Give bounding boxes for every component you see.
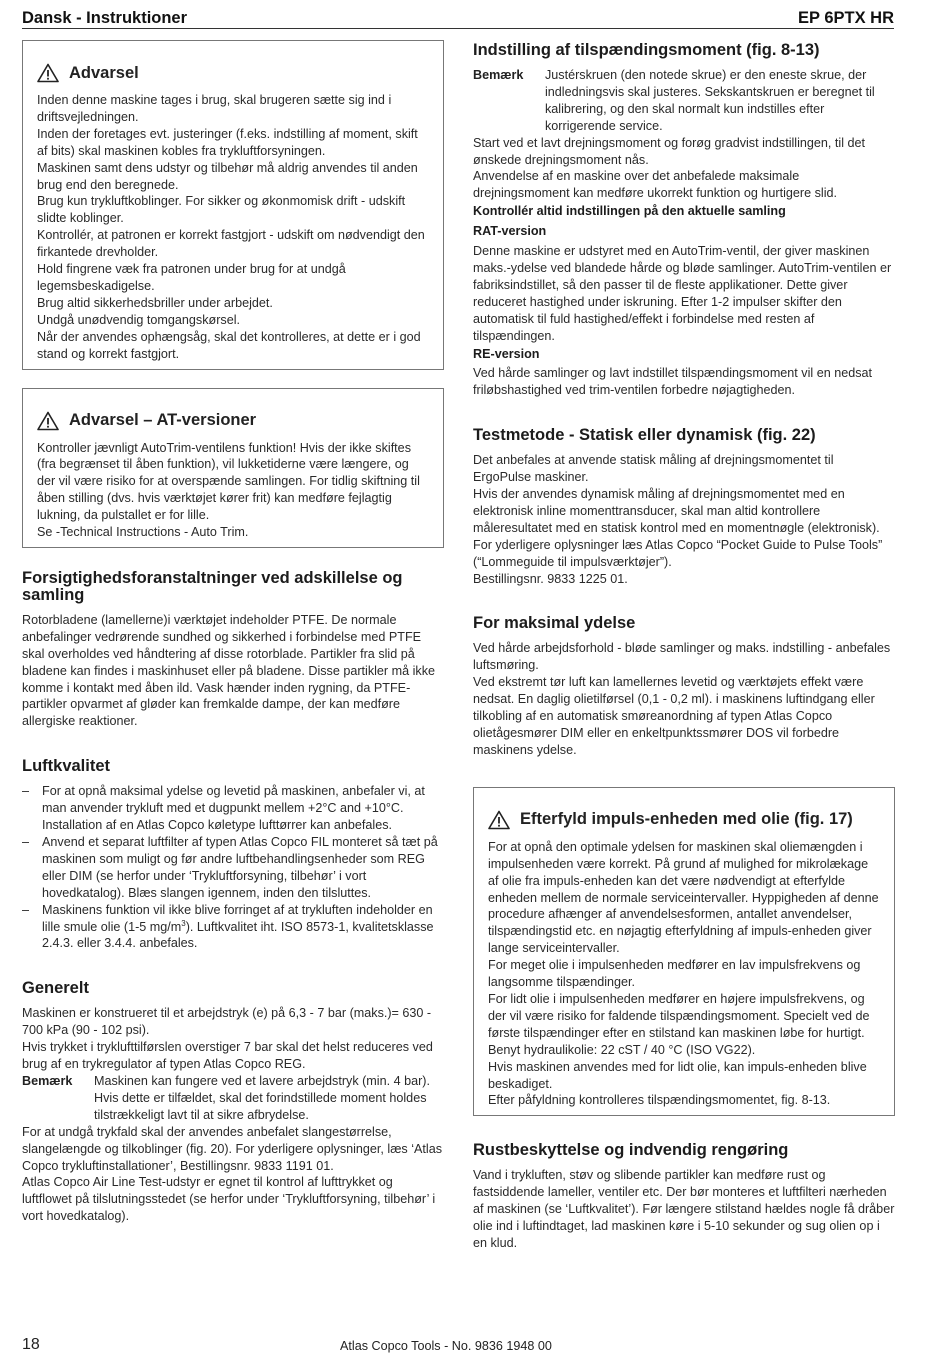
at-warning-title bbox=[37, 411, 429, 431]
warning-title-text: Advarsel bbox=[69, 63, 139, 82]
warning-line: Kontrollér, at patronen er korrekt fastgjort - udskift om nødvendigt den firkantede drevholder. bbox=[37, 228, 425, 260]
testmetode-heading: Testmetode - Statisk eller dynamisk (fig. 22) bbox=[473, 426, 816, 445]
indstilling-sub-rat: RAT-version bbox=[473, 224, 547, 239]
at-warning-title-text: Advarsel – AT-versioner bbox=[69, 411, 257, 429]
left-column bbox=[22, 40, 444, 1225]
ptfe-text: Rotorbladene (lamellerne)i værktøjet indeholder PTFE. De normale anbefalinger vedrørende sundhed og sikkerhed i forbindelse med PTFE skal overholdes ved håndtering af disse rotorblade. Partikler fra slid på bladene kan findes i maskinhuset eller på bladene. Disse partikler må ikke komme i kontakt med åben ild. Vask hænder inden rygning, da PTFE-partikler opvarmet af gløder kan fremkalde dampe, der kan medføre allergiske reaktioner. bbox=[22, 612, 436, 729]
generelt-p2: Hvis trykket i tryklufttilførslen overstiger 7 bar skal det helst reduceres ved brug af en trykregulator af typen Atlas Copco REG. bbox=[22, 1040, 433, 1072]
right-column bbox=[473, 40, 895, 1252]
header-language: Dansk - Instruktioner bbox=[22, 9, 188, 27]
list-dash: – bbox=[22, 902, 30, 917]
generelt-p1: Maskinen er konstrueret til et arbejdstryk (e) på 6,3 - 7 bar (maks.)= 630 - 700 kPa (90 - 102 psi). bbox=[22, 1006, 432, 1038]
warning-box-title bbox=[37, 63, 429, 83]
warning-line: Når der anvendes ophængsåg, skal det kontrolleres, at dette er i god stand og korrekt fastgjort. bbox=[37, 329, 421, 361]
testmetode-p4: Bestillingsnr. 9833 1225 01. bbox=[473, 571, 628, 586]
indstilling-note bbox=[473, 67, 895, 135]
olie-title-text: Efterfyld impuls-enheden med olie (fig. 17) bbox=[520, 810, 853, 829]
generelt-p4: Atlas Copco Air Line Test-udstyr er egnet til kontrol af lufttrykket og luftflowet på tilslutningsstedet (se herfor under ‘Trykluftforsyning, tilbehør’ i vort hovedkatalog). bbox=[22, 1175, 436, 1224]
warning-box bbox=[22, 40, 444, 370]
warning-triangle-icon bbox=[37, 411, 59, 431]
warning-triangle-icon bbox=[488, 810, 510, 830]
list-item bbox=[22, 902, 444, 953]
warning-line: Brug altid sikkerhedsbriller under arbejdet. bbox=[37, 295, 273, 310]
luftkvalitet-heading: Luftkvalitet bbox=[22, 757, 111, 776]
indstilling-p4: Ved hårde samlinger og lavt indstillet tilspændingsmoment vil en nedsat friløbshastighed ved trim-ventilen forbedre nøjagtigheden. bbox=[473, 366, 873, 398]
list-item bbox=[22, 783, 444, 834]
generelt-p3: For at undgå trykfald skal der anvendes anbefalet slangestørrelse, slangelængde og tilkoblinger (fig. 20). For yderligere oplysninger, læs ‘Atlas Copco trykluftinstallationer’, Bestillingsnr. 9833 1191 01. bbox=[22, 1124, 443, 1173]
warning-line: Inden denne maskine tages i brug, skal brugeren sætte sig ind i driftsvejledningen. bbox=[37, 93, 392, 124]
note-text: Maskinen kan fungere ved et lavere arbejdstryk (min. 4 bar). Hvis dette er tilfældet, skal det forindstillede moment holdes tilstrækkeligt lavt til at sikre afbrydelse. bbox=[94, 1073, 430, 1122]
oil-text-b: ). Luftkvalitet iht. ISO 8573-1, kvalitetsklasse 2.4.3. eller 3.4.4. anbefales. bbox=[42, 919, 434, 951]
list-dash: – bbox=[22, 835, 30, 849]
testmetode-p2: Hvis der anvendes dynamisk måling af drejningsmomentet med en elektronisk inline momenttransducer, skal man altid kontrollere måleresultatet med en statisk kontrol med en momentnøgle (elektronisk). bbox=[473, 487, 880, 535]
note-label: Bemærk bbox=[473, 68, 524, 82]
warning-line: Hold fingrene væk fra patronen under brug for at undgå legemsbeskadigelse. bbox=[37, 262, 346, 293]
rust-text: Vand i trykluften, støv og slibende partikler kan medføre rust og fastsiddende lameller, ventiler etc. Der bør monteres et luftfilteri nærheden af maskinen (se ‘Luftkvalitet’). Før længere stilstand hældes nogle få dråber olie ind i luftindtaget, lad maskinen køre i 5-10 sekunder og sug olien op i en klud. bbox=[473, 1168, 895, 1250]
list-dash: – bbox=[22, 784, 30, 799]
indstilling-p1: Start ved et lavt drejningsmoment og forøg gradvist indstillingen, til det ønskede drejningsmoment nås. bbox=[473, 135, 865, 167]
indstilling-p2: Anvendelse af en maskine over det anbefalede maksimale drejningsmoment kan medføre ukorrekt funktion og hurtigere slid. bbox=[473, 169, 837, 201]
generelt-heading: Generelt bbox=[22, 979, 89, 998]
olie-box-title bbox=[488, 810, 880, 830]
olie-line: For lidt olie i impulsenheden medfører en højere impulsfrekvens, og der vil være risiko for faldende tilspændingsmoment. Specielt ved de første tilspændinger efter en stilstand kan maskinen løbe for hurtigt. bbox=[488, 991, 870, 1040]
warning-line: Undgå unødvendig tomgangskørsel. bbox=[37, 312, 241, 327]
warning-triangle-icon bbox=[37, 63, 59, 83]
indstilling-sub-re: RE-version bbox=[473, 346, 540, 361]
page-number: 18 bbox=[22, 1336, 40, 1353]
olie-line: For meget olie i impulsenheden medfører en lav impulsfrekvens og langsomme tilspændinger. bbox=[488, 958, 861, 990]
olie-box bbox=[473, 787, 895, 1117]
list-item-text: Anvend et separat luftfilter af typen Atlas Copco FIL monteret så tæt på maskinen som muligt og før andre luftbehandlingsenheder som REG eller DIM (se herfor under ‘Trykluftforsyning, tilbehør’ i vort hovedkatalog). Blæs slangen igennem, inden den tilsluttes. bbox=[42, 835, 438, 900]
olie-line: Efter påfyldning kontrolleres tilspændingsmomentet, fig. 8-13. bbox=[488, 1093, 831, 1108]
footer-document-number: Atlas Copco Tools - No. 9836 1948 00 bbox=[340, 1339, 552, 1353]
indstilling-p3: Denne maskine er udstyret med en AutoTrim-ventil, der giver maskinen maks.-ydelse ved blandede hårde og bløde samlinger. AutoTrim-ventilen er fabriksindstillet, så den passer til de fleste applikationer. Dette giver reduceret hastighed under iskruning. Efter 1-2 impulser skifter den automatisk til fuld hastighed/effekt i forbindelse med resten af tilspændingen. bbox=[473, 244, 892, 343]
at-warning-box bbox=[22, 388, 444, 548]
note-label: Bemærk bbox=[22, 1073, 73, 1088]
note-text: Justérskruen (den notede skrue) er den eneste skrue, der indledningsvis skal justeres. Sekskantskruen er beregnet til kalibrering, og den skal normalt kun indstilles efter korrigerende service. bbox=[545, 68, 875, 133]
maksimal-p1: Ved hårde arbejdsforhold - bløde samlinger og maks. indstilling - anbefales luftsmøring. bbox=[473, 641, 891, 673]
header-rule bbox=[22, 28, 894, 29]
oil-text-a: Maskinens funktion vil ikke blive forringet af at trykluften indeholder en lille smule olie (1-5 mg/m bbox=[42, 902, 433, 934]
indstilling-sub-check: Kontrollér altid indstillingen på den aktuelle samling bbox=[473, 204, 786, 219]
page-footer bbox=[22, 1336, 894, 1356]
testmetode-p1: Det anbefales at anvende statisk måling af drejningsmomentet til ErgoPulse maskiner. bbox=[473, 453, 834, 485]
testmetode-p3: For yderligere oplysninger læs Atlas Copco “Pocket Guide to Pulse Tools” (“Lommeguide til impulsværktøjer”). bbox=[473, 537, 883, 569]
olie-line: Benyt hydraulikolie: 22 cST / 40 °C (ISO VG22). bbox=[488, 1042, 756, 1057]
page-header bbox=[22, 4, 894, 28]
ptfe-heading: Forsigtighedsforanstaltninger ved adskillelse og samling bbox=[22, 568, 403, 604]
superscript: 3 bbox=[181, 918, 186, 928]
olie-line: For at opnå den optimale ydelsen for maskinen skal oliemængden i impulsenheden være korrekt. På grund af mulighed for mikrolækage af olie fra impuls-enheden kan det være nødvendigt at efterfylde enheden mellem de normale serviceintervaller. Hyppigheden af denne procedure afhænger af anvendelsesformen, antallet anvendelser, tilspændingstid etc. en nøjagtig efterfyldning af impuls-enheden giver lange serviceintervaller. bbox=[488, 839, 879, 956]
warning-line: Inden der foretages evt. justeringer (f.eks. indstilling af moment, skift af bits) skal maskinen kobles fra trykluftforsyningen. bbox=[37, 126, 418, 158]
list-item-text bbox=[42, 902, 444, 953]
warning-line: Maskinen samt dens udstyr og tilbehør må aldrig anvendes til anden brug end den beregnede. bbox=[37, 160, 418, 192]
at-warning-line: Se -Technical Instructions - Auto Trim. bbox=[37, 525, 249, 540]
list-item-text: For at opnå maksimal ydelse og levetid på maskinen, anbefaler vi, at man anvender trykluft med et dugpunkt mellem +2°C and +10°C. Installation af en Atlas Copco køletype lufttørrer kan anbefales. bbox=[42, 784, 425, 833]
header-model: EP 6PTX HR bbox=[798, 9, 894, 27]
at-warning-line: Kontroller jævnligt AutoTrim-ventilens funktion! Hvis der ikke skiftes (fra begrænset til åben funktion), vil lukketiderne være længere, og der vil være risiko for at overspænde samlingen. For tidlig skiftning til åben stilling (dvs. hvis værktøjet kører frit) kan medføre fejlagtig lukning, da pulstallet er for lille. bbox=[37, 440, 420, 523]
list-item bbox=[22, 834, 444, 902]
indstilling-heading: Indstilling af tilspændingsmoment (fig. 8-13) bbox=[473, 41, 820, 59]
maksimal-p2: Ved ekstremt tør luft kan lamellernes levetid og værktøjets effekt være nedsat. En daglig olietilførsel (0,1 - 0,2 ml). i maskinens luftindgang eller tilkobling af en automatisk smøreanordning af typen Atlas Copco olietågesmører DIM eller en enkeltpunktssmører DOS vil forbedre maskinens ydelse. bbox=[473, 675, 875, 757]
rust-heading: Rustbeskyttelse og indvendig rengøring bbox=[473, 1141, 789, 1160]
warning-line: Brug kun trykluftkoblinger. For sikker og økonmomisk drift - udskift slidte koblinger. bbox=[37, 194, 406, 226]
generelt-note bbox=[22, 1073, 444, 1124]
olie-line: Hvis maskinen anvendes med for lidt olie, kan impuls-enheden blive beskadiget. bbox=[488, 1059, 867, 1091]
maksimal-heading: For maksimal ydelse bbox=[473, 614, 636, 633]
